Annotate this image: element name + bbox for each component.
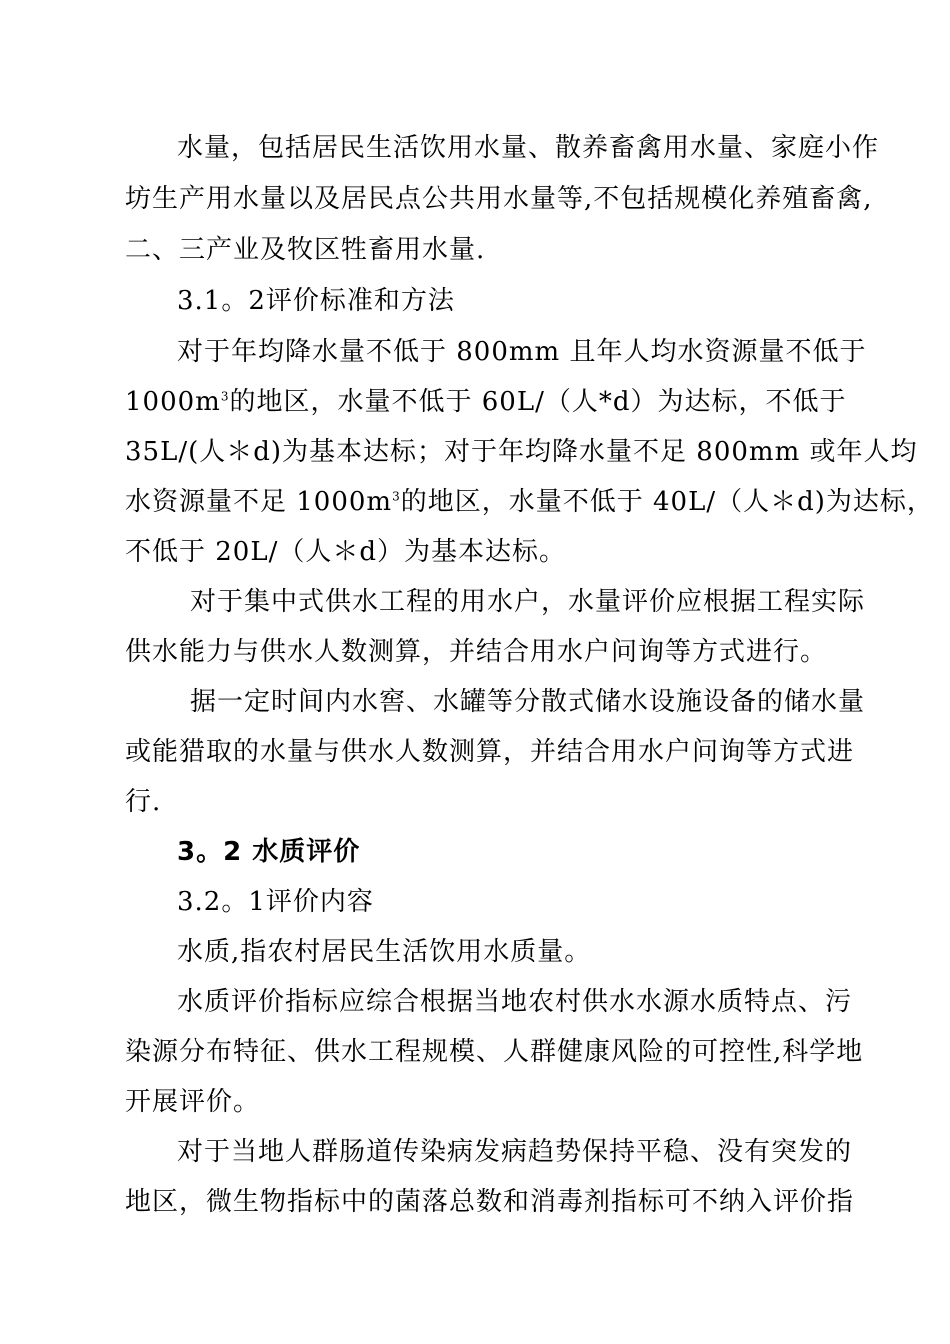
section-heading: 3.1。2评价标准和方法 [177,286,455,316]
paragraph-line: 35L/(人＊d)为基本达标；对于年均降水量不足 800mm 或年人均 [125,437,918,467]
section-heading: 3。2 水质评价 [177,837,361,867]
subsection-heading: 3.2。1评价内容 [177,887,374,917]
paragraph-line: 对于年均降水量不低于 800mm 且年人均水资源量不低于 [177,337,867,367]
paragraph-line: 或能猎取的水量与供水人数测算，并结合用水户问询等方式进 [125,737,855,767]
paragraph-line: 供水能力与供水人数测算，并结合用水户问询等方式进行。 [125,637,828,667]
text-span: 的地区，水量不低于 60L/（人*d）为达标，不低于 [229,387,847,417]
paragraph-line: 坊生产用水量以及居民点公共用水量等,不包括规模化养殖畜禽, [125,184,873,214]
paragraph-line: 水质,指农村居民生活饮用水质量。 [177,937,592,967]
paragraph-line: 行. [125,787,162,817]
paragraph-line: 对于集中式供水工程的用水户，水量评价应根据工程实际 [190,587,866,617]
paragraph-line [125,384,845,420]
text-span: 水资源量不足 1000m [125,487,393,517]
paragraph-line: 开展评价。 [125,1087,261,1117]
paragraph-line [125,484,934,520]
paragraph-line: 水质评价指标应综合根据当地农村供水水源水质特点、污 [177,987,853,1017]
paragraph-line: 水量，包括居民生活饮用水量、散养畜禽用水量、家庭小作 [177,133,880,163]
paragraph-line: 地区，微生物指标中的菌落总数和消毒剂指标可不纳入评价指 [125,1187,855,1217]
text-span: 的地区，水量不低于 40L/（人＊d)为达标， [400,487,934,517]
paragraph-line: 对于当地人群肠道传染病发病趋势保持平稳、没有突发的 [177,1137,853,1167]
superscript: 3 [392,489,401,504]
text-span: 1000m [125,387,221,417]
paragraph-line: 据一定时间内水窖、水罐等分散式储水设施设备的储水量 [190,687,866,717]
paragraph-line: 二、三产业及牧区牲畜用水量. [125,235,486,265]
superscript: 3 [220,389,230,404]
paragraph-line: 不低于 20L/（人＊d）为基本达标。 [125,537,567,567]
paragraph-line: 染源分布特征、供水工程规模、人群健康风险的可控性,科学地 [125,1037,864,1067]
